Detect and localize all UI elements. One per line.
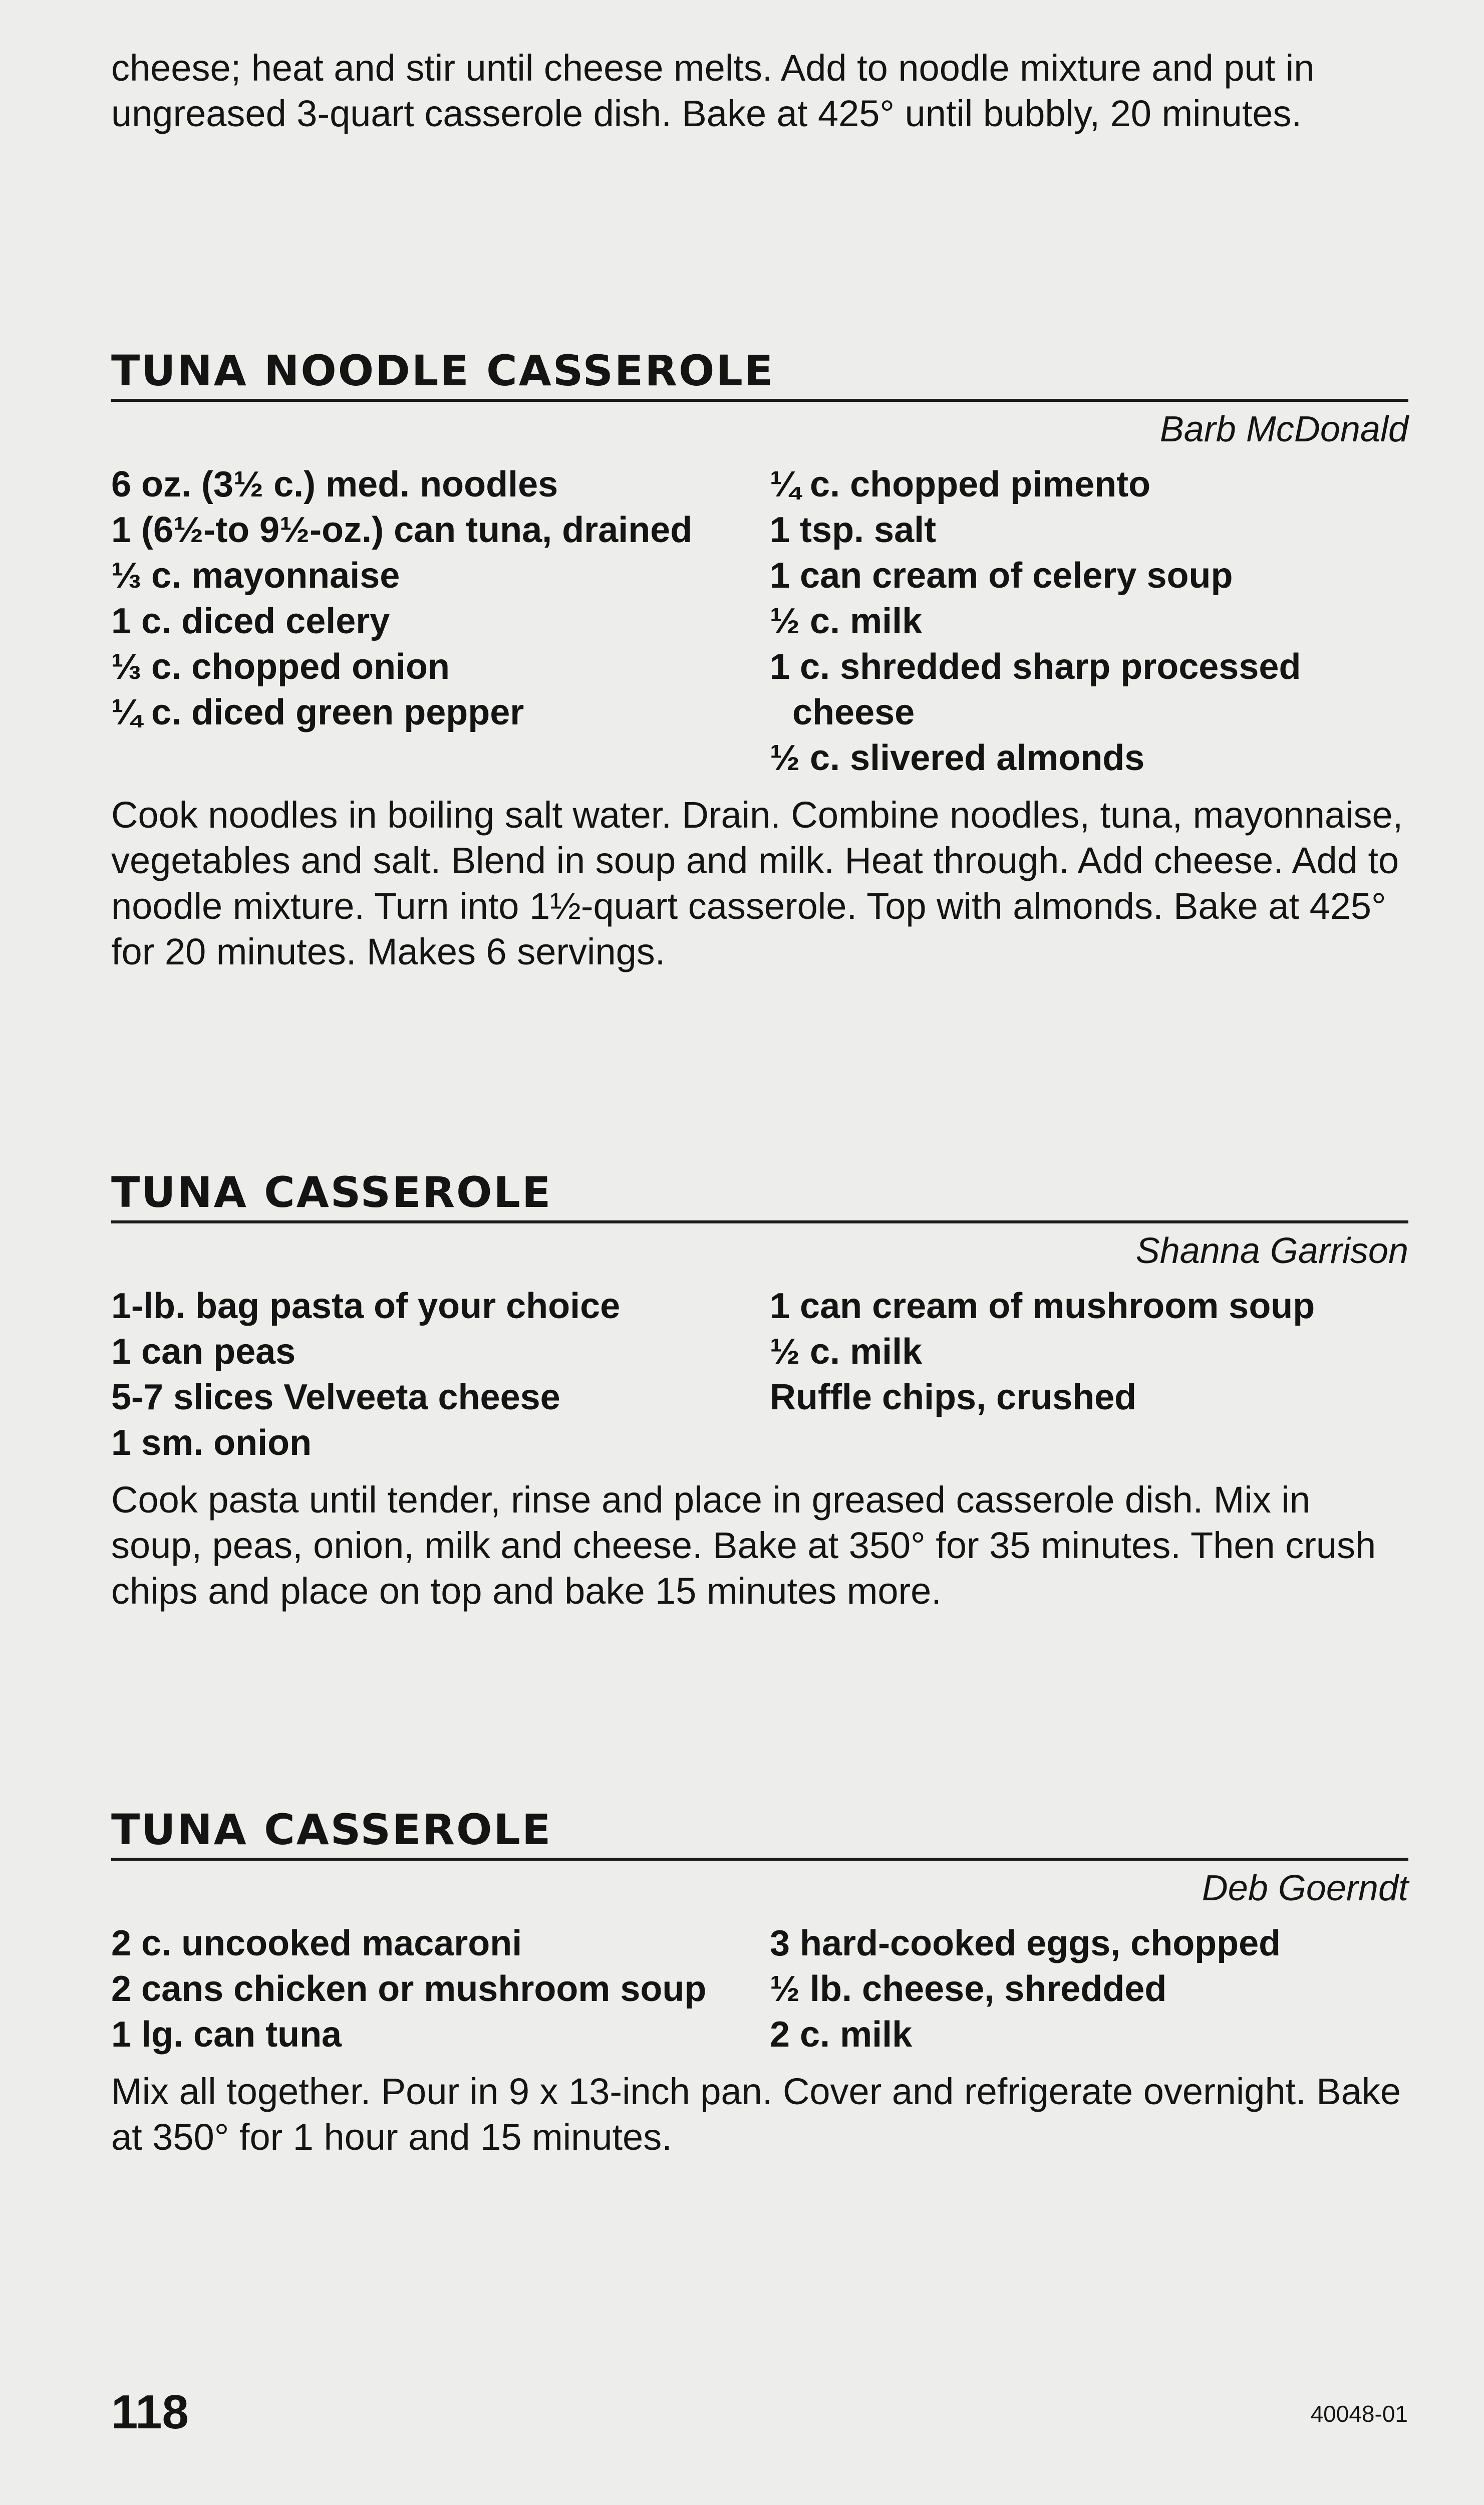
recipe-tuna-casserole-garrison <box>111 1167 1408 1614</box>
ingredients-left-column <box>111 462 750 781</box>
ingredient: 1 can peas <box>111 1332 296 1372</box>
recipe-author: Shanna Garrison <box>1135 1231 1408 1271</box>
ingredient: 1 (6½-to 9½-oz.) can tuna, drained <box>111 510 693 550</box>
ingredient: ½ c. slivered almonds <box>770 738 1145 778</box>
continued-instructions: cheese; heat and stir until cheese melts. Add to noodle mixture and put in ungreased 3-quart casserole dish. Bake at 425° until bubbly, 20 minutes. <box>111 47 1315 134</box>
ingredients <box>111 1921 1408 2058</box>
print-code: 40048-01 <box>1310 2401 1408 2427</box>
ingredients-right-column <box>770 462 1408 781</box>
ingredient: 2 cans chicken or mushroom soup <box>111 1969 707 2009</box>
ingredient: Ruffle chips, crushed <box>770 1377 1137 1417</box>
ingredient: ½ c. milk <box>770 601 923 641</box>
ingredient: 5-7 slices Velveeta cheese <box>111 1377 560 1417</box>
recipe-author: Barb McDonald <box>1159 409 1408 449</box>
title-rule <box>111 399 1408 402</box>
ingredients <box>111 462 1408 781</box>
ingredient: ¼ c. diced green pepper <box>111 692 524 732</box>
recipe-title: TUNA NOODLE CASSEROLE <box>111 346 775 395</box>
ingredients-right-column <box>770 1284 1408 1466</box>
recipe-instructions: Cook noodles in boiling salt water. Drain. Combine noodles, tuna, mayonnaise, vegetables and salt. Blend in soup and milk. Heat through. Add cheese. Add to noodle mixture. Turn into 1½-quart casserole. Top with almonds. Bake at 425° for 20 minutes. Makes 6 servings. <box>111 794 1403 972</box>
ingredient: 1 c. shredded sharp processed cheese <box>770 647 1301 732</box>
recipe-tuna-casserole-goerndt <box>111 1805 1408 2160</box>
ingredient: 1 c. diced celery <box>111 601 390 641</box>
ingredients <box>111 1284 1408 1466</box>
ingredient: 1 can cream of celery soup <box>770 556 1233 596</box>
ingredient: ¼ c. chopped pimento <box>770 464 1151 505</box>
page-number: 118 <box>111 2385 189 2439</box>
ingredient: ⅓ c. chopped onion <box>111 647 450 687</box>
ingredient: 2 c. uncooked macaroni <box>111 1923 522 1963</box>
title-rule <box>111 1858 1408 1861</box>
ingredient: 1 lg. can tuna <box>111 2015 342 2055</box>
ingredient: 1-lb. bag pasta of your choice <box>111 1286 621 1326</box>
ingredient: 2 c. milk <box>770 2015 913 2055</box>
ingredients-right-column <box>770 1921 1408 2058</box>
ingredients-left-column <box>111 1284 750 1466</box>
ingredient: ½ lb. cheese, shredded <box>770 1969 1167 2009</box>
recipe-instructions: Cook pasta until tender, rinse and place in greased casserole dish. Mix in soup, peas, onion, milk and cheese. Bake at 350° for 35 minutes. Then crush chips and place on top and bake 15 minutes more. <box>111 1479 1376 1612</box>
ingredient: 1 sm. onion <box>111 1423 312 1463</box>
title-rule <box>111 1220 1408 1223</box>
recipe-instructions: Mix all together. Pour in 9 x 13-inch pan. Cover and refrigerate overnight. Bake at 350° for 1 hour and 15 minutes. <box>111 2071 1401 2158</box>
ingredient: 1 can cream of mushroom soup <box>770 1286 1315 1326</box>
ingredients-left-column <box>111 1921 750 2058</box>
ingredient: 3 hard-cooked eggs, chopped <box>770 1923 1281 1963</box>
ingredient: ½ c. milk <box>770 1332 923 1372</box>
recipe-title: TUNA CASSEROLE <box>111 1805 552 1854</box>
ingredient: 1 tsp. salt <box>770 510 937 550</box>
ingredient: 6 oz. (3½ c.) med. noodles <box>111 464 558 505</box>
recipe-tuna-noodle-casserole <box>111 346 1408 974</box>
ingredient: ⅓ c. mayonnaise <box>111 556 400 596</box>
recipe-title: TUNA CASSEROLE <box>111 1168 552 1217</box>
recipe-author: Deb Goerndt <box>1202 1868 1408 1908</box>
